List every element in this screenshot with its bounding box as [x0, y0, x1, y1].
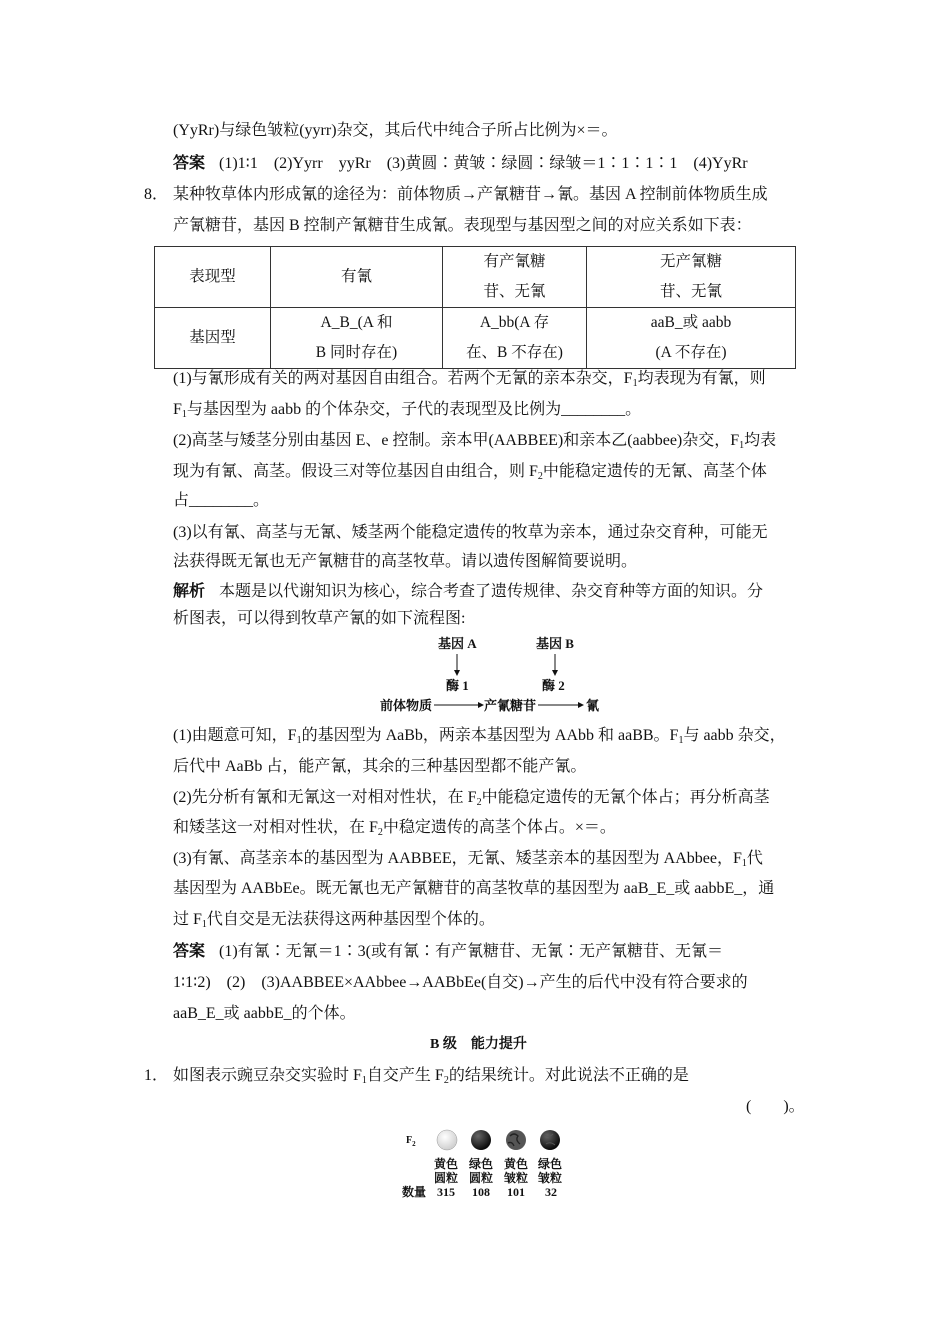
- pea-green-wrinkled: [540, 1130, 560, 1150]
- pea-count: 32: [545, 1185, 557, 1199]
- pea-label: 皱粒: [538, 1171, 563, 1185]
- subquestion-line: (3)以有氰、高茎与无氰、矮茎两个能稳定遗传的牧草为亲本，通过杂交育种，可能无: [173, 524, 768, 541]
- answer-line: aaB_E_或 aabbE_的个体。: [173, 1005, 356, 1022]
- subscript: 2: [443, 1075, 449, 1086]
- analysis-line: [173, 581, 763, 603]
- question-text: 某种牧草体内形成氰的途径为：前体物质→产氰糖苷→氰。基因 A 控制前体物质生成: [173, 186, 768, 203]
- solution-line: 后代中 AaBb 占，能产氰，其余的三种基因型都不能产氰。: [173, 758, 587, 775]
- solution-line: [173, 909, 495, 931]
- pea-label: 绿色: [469, 1157, 494, 1171]
- text-span: 与基因型为 aabb 的个体杂交，子代的表现型及比例为________。: [186, 401, 642, 418]
- svg-text:F2: [406, 1135, 416, 1148]
- pea-yellow-wrinkled: [506, 1130, 526, 1150]
- answer-text: (1)1∶1 (2)Yyrr yyRr (3)黄圆∶黄皱∶绿圆∶绿皱＝1∶1∶1∶1 (4)YyRr: [219, 155, 748, 172]
- question-number: 8．: [144, 186, 169, 203]
- subquestion-line: 占________。: [173, 492, 270, 509]
- text-span: (3)有氰、高茎亲本的基因型为 AABBEE，无氰、矮茎亲本的基因型为 AAbbee，F: [173, 850, 742, 867]
- text-span: 中能稳定遗传的无氰、高茎个体: [542, 463, 767, 480]
- text-span: 代自交是无法获得这两种基因型个体的。: [206, 911, 495, 928]
- genotype-table: [154, 246, 796, 369]
- text-span: (2)先分析有氰和无氰这一对相对性状，在 F: [173, 789, 477, 806]
- arrow-head: [552, 670, 558, 676]
- cyanide-pathway-diagram: [378, 632, 608, 714]
- pea-label: 黄色: [434, 1157, 459, 1171]
- text-span: 如图表示豌豆杂交实验时 F: [173, 1067, 362, 1084]
- text-span: 过 F: [173, 911, 202, 928]
- text-span: 代: [746, 850, 763, 867]
- subquestion-line: [173, 461, 767, 483]
- arrow-head: [578, 702, 584, 708]
- solution-line: [173, 725, 786, 747]
- enzyme2-label: 酶 2: [542, 678, 565, 693]
- question-number: 1．: [144, 1067, 169, 1084]
- subscript: 1: [741, 858, 747, 869]
- subquestion-line: [173, 368, 766, 390]
- subscript: 1: [632, 378, 638, 389]
- precursor-label: 前体物质: [380, 698, 433, 713]
- subscript: 1: [739, 440, 745, 451]
- text-span: 的结果统计。对此说法不正确的是: [448, 1067, 689, 1084]
- answer-text: (1)有氰∶无氰＝1∶3(或有氰∶有产氰糖苷、无氰∶无产氰糖苷、无氰＝: [219, 943, 724, 960]
- table-cell: 表现型: [155, 247, 271, 308]
- gene-a-label: 基因 A: [438, 636, 477, 651]
- text-span: 与 aabb 杂交，: [683, 727, 786, 744]
- subquestion-line: 法获得既无氰也无产氰糖苷的高茎牧草。请以遗传图解简要说明。: [173, 553, 638, 570]
- table-cell: A_bb(A 存 在、B 不存在): [443, 308, 587, 369]
- text-span: 现为有氰、高茎。假设三对等位基因自由组合，则 F: [173, 463, 538, 480]
- subscript: 1: [678, 735, 684, 746]
- pea-label: 圆粒: [434, 1171, 459, 1185]
- pea-result-figure: [400, 1126, 580, 1200]
- pea-count: 108: [472, 1185, 490, 1199]
- subscript: 2: [377, 827, 383, 838]
- pea-green-round: [471, 1130, 491, 1150]
- text-line: (YyRr)与绿色皱粒(yyrr)杂交，其后代中纯合子所占比例为×＝。: [173, 122, 618, 139]
- table-cell: A_B_(A 和 B 同时存在): [271, 308, 443, 369]
- f2-subscript: 2: [412, 1140, 416, 1148]
- subscript: 1: [361, 1075, 367, 1086]
- text-span: (1)与氰形成有关的两对基因自由组合。若两个无氰的亲本杂交，F: [173, 370, 633, 387]
- pea-label: 圆粒: [469, 1171, 494, 1185]
- count-label: 数量: [402, 1185, 427, 1199]
- text-span: (2)高茎与矮茎分别由基因 E、e 控制。亲本甲(AABBEE)和亲本乙(aabbee)杂交，F: [173, 432, 740, 449]
- solution-line: [173, 817, 616, 839]
- cyanide-label: 氰: [586, 698, 600, 713]
- table-cell: 有产氰糖 苷、无氰: [443, 247, 587, 308]
- subquestion-line: [173, 399, 641, 421]
- f2-label: F: [406, 1135, 413, 1146]
- subscript: 2: [537, 471, 543, 482]
- question-text: 产氰糖苷，基因 B 控制产氰糖苷生成氰。表现型与基因型之间的对应关系如下表：: [173, 217, 752, 234]
- pea-count: 315: [437, 1185, 455, 1199]
- pea-label: 皱粒: [504, 1171, 529, 1185]
- text-span: 中能稳定遗传的无氰个体占；再分析高茎: [481, 789, 770, 806]
- answer-line: [173, 153, 748, 175]
- answer-label: 答案: [173, 155, 206, 172]
- answer-label: 答案: [173, 943, 206, 960]
- subquestion-line: [173, 430, 776, 452]
- text-span: 均表现为有氰，则: [637, 370, 766, 387]
- subscript: 1: [181, 409, 187, 420]
- analysis-text: 本题是以代谢知识为核心，综合考查了遗传规律、杂交育种等方面的知识。分: [219, 583, 764, 600]
- table-cell: 无产氰糖 苷、无氰: [587, 247, 796, 308]
- table-cell: 基因型: [155, 308, 271, 369]
- solution-line: 基因型为 AABbEe。既无氰也无产氰糖苷的高茎牧草的基因型为 aaB_E_或 aabbE_，通: [173, 880, 775, 897]
- text-span: 均表: [744, 432, 777, 449]
- subscript: 2: [476, 797, 482, 808]
- enzyme1-label: 酶 1: [446, 678, 469, 693]
- subscript: 1: [296, 735, 302, 746]
- text-span: F: [173, 401, 182, 418]
- text-span: 中稳定遗传的高茎个体占。×＝。: [382, 819, 616, 836]
- subscript: 1: [201, 919, 207, 930]
- answer-line: 1∶1∶2) (2) (3)AABBEE×AAbbee→AABbEe(自交)→产生的后代中没有符合要求的: [173, 974, 748, 991]
- answer-line: [173, 941, 723, 963]
- question-text: [173, 1065, 689, 1087]
- text-span: (1)由题意可知，F: [173, 727, 297, 744]
- section-heading: B 级 能力提升: [430, 1037, 527, 1052]
- glycoside-label: 产氰糖苷: [484, 698, 537, 713]
- solution-line: [173, 848, 763, 870]
- pea-label: 黄色: [504, 1157, 529, 1171]
- pea-yellow-round: [437, 1130, 457, 1150]
- analysis-line: 析图表，可以得到牧草产氰的如下流程图:: [173, 610, 466, 627]
- text-span: 的基因型为 AaBb，两亲本基因型为 AAbb 和 aaBB。F: [301, 727, 679, 744]
- table-cell: aaB_或 aabb (A 不存在): [587, 308, 796, 369]
- analysis-label: 解析: [173, 583, 206, 600]
- text-span: 自交产生 F: [366, 1067, 444, 1084]
- pea-label: 绿色: [538, 1157, 563, 1171]
- pea-count: 101: [507, 1185, 525, 1199]
- arrow-head: [454, 670, 460, 676]
- solution-line: [173, 787, 770, 809]
- text-span: 和矮茎这一对相对性状，在 F: [173, 819, 378, 836]
- gene-b-label: 基因 B: [536, 636, 574, 651]
- answer-blank: ( )。: [746, 1098, 805, 1115]
- table-cell: 有氰: [271, 247, 443, 308]
